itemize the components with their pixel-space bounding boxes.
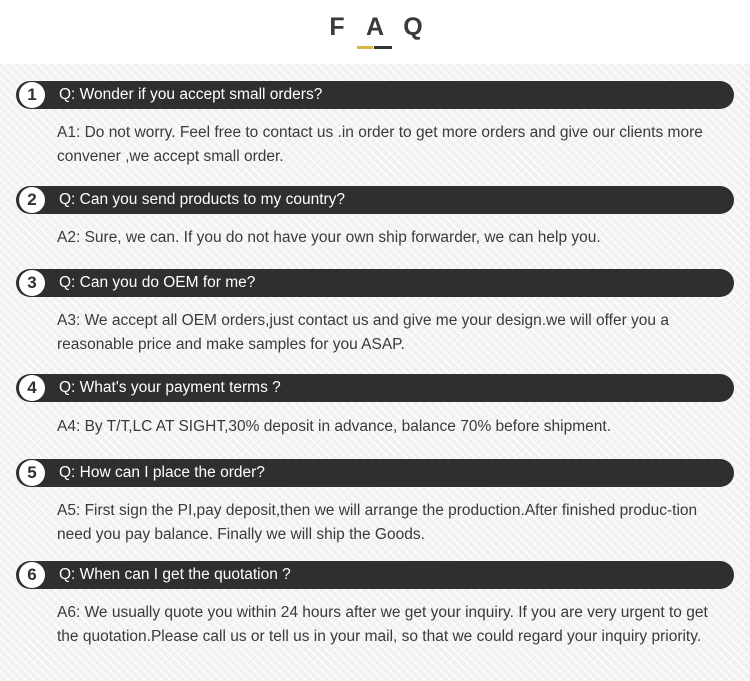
answer-text: A5: First sign the PI,pay deposit,then we will arrange the production.After finished produc-tion need you pay balance. Finally we will ship the Goods. — [57, 502, 698, 543]
faq-letter-a: A — [365, 13, 385, 41]
question-text: Q: Can you send products to my country? — [59, 191, 346, 208]
title-underline-dark — [374, 46, 392, 49]
page-header — [0, 0, 750, 64]
answer-text: A1: Do not worry. Feel free to contact us .in order to get more orders and give our clients more convener ,we accept small order. — [57, 124, 703, 165]
title-underline-gold — [357, 46, 373, 49]
answer-text: A6: We usually quote you within 24 hours after we get your inquiry. If you are very urgent to get the quotation.Please call us or tell us in your mail, so that we could regard your inquiry priority. — [57, 604, 708, 645]
question-text: Q: Can you do OEM for me? — [59, 274, 256, 291]
faq-letter-q: Q — [403, 13, 423, 41]
question-bar — [16, 269, 734, 297]
question-number-badge: 4 — [19, 375, 45, 401]
question-text: Q: How can I place the order? — [59, 464, 265, 481]
answer-text: A4: By T/T,LC AT SIGHT,30% deposit in advance, balance 70% before shipment. — [57, 418, 612, 435]
question-number-badge: 3 — [19, 270, 45, 296]
question-number-badge: 5 — [19, 460, 45, 486]
faq-letter-f: F — [329, 13, 345, 41]
question-text: Q: When can I get the quotation ? — [59, 566, 291, 583]
question-number-badge: 2 — [19, 187, 45, 213]
question-bar — [16, 81, 734, 109]
question-bar — [16, 374, 734, 402]
question-bar — [16, 459, 734, 487]
question-bar — [16, 186, 734, 214]
answer-text: A2: Sure, we can. If you do not have your own ship forwarder, we can help you. — [57, 229, 601, 246]
question-text: Q: What's your payment terms ? — [59, 379, 281, 396]
question-number-badge: 1 — [19, 82, 45, 108]
question-bar — [16, 561, 734, 589]
answer-text: A3: We accept all OEM orders,just contact us and give me your design.we will offer you a reasonable price and make samples for you ASAP. — [57, 312, 669, 353]
faq-list — [0, 64, 750, 681]
question-text: Q: Wonder if you accept small orders? — [59, 86, 323, 103]
faq-title — [0, 12, 750, 42]
question-number-badge: 6 — [19, 562, 45, 588]
